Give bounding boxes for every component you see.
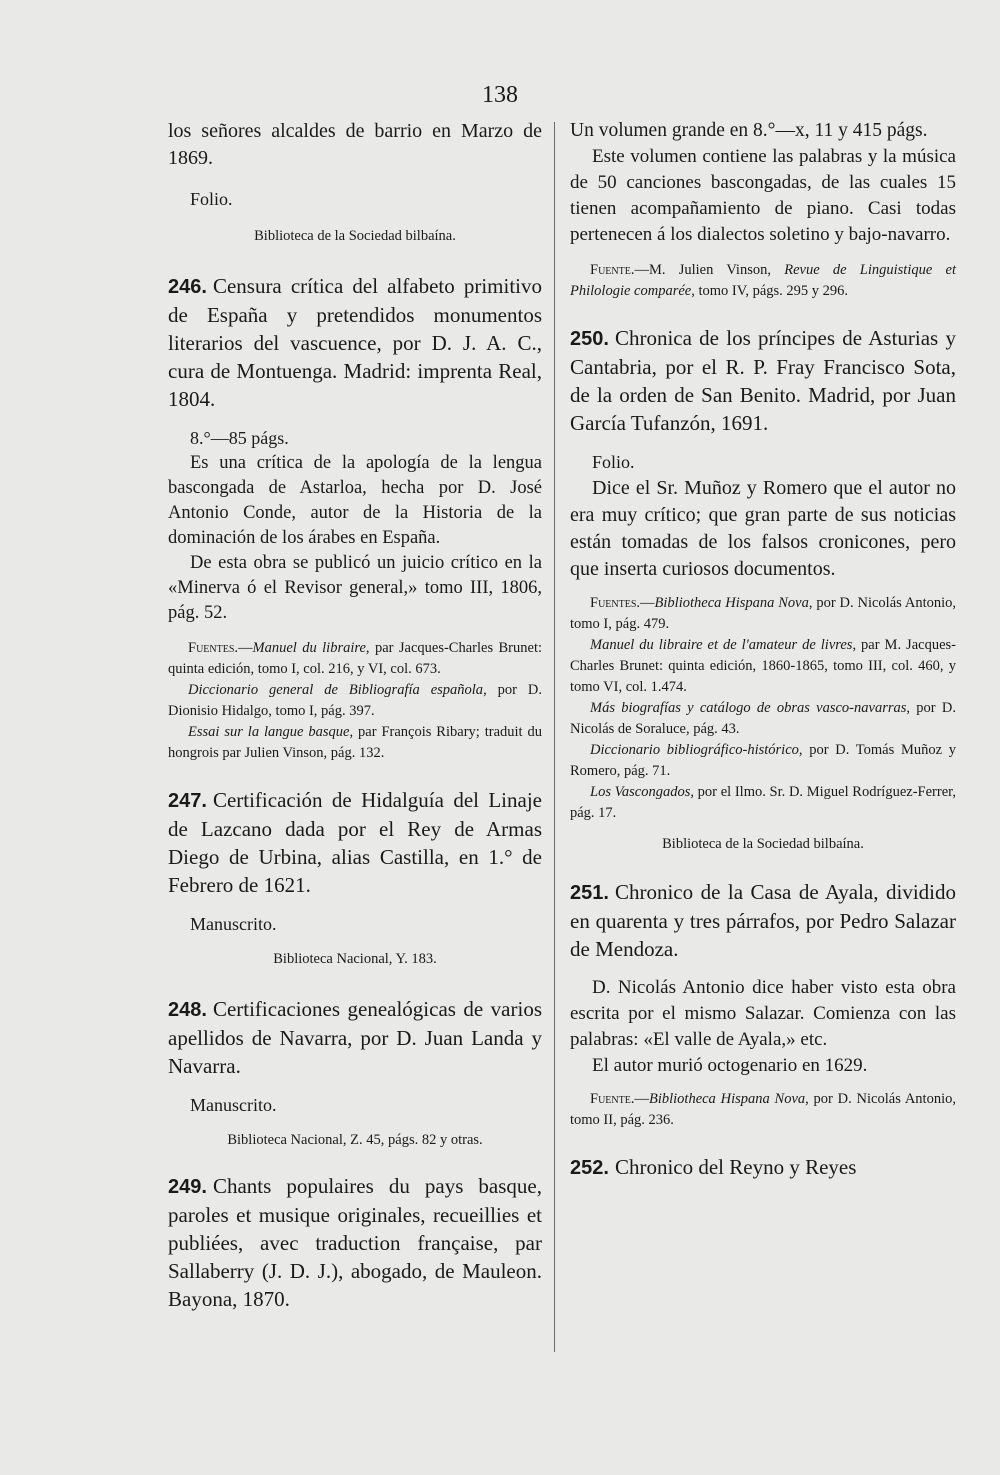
entry-247-heading xyxy=(168,786,542,899)
entry-249-heading xyxy=(168,1172,542,1313)
source-detail: , por D. Dionisio Hidalgo, tomo I, pág. 397. xyxy=(168,682,542,719)
entry-title: Censura crítica del alfabeto primitivo de España y pretendidos monumentos literarios del vascuence, por D. J. A. C., cura de Montuenga. Madrid: imprenta Real, 1804. xyxy=(168,274,542,411)
entry-number: 247. xyxy=(168,790,207,812)
entry-number: 246. xyxy=(168,276,207,298)
source-label: Fuente.— xyxy=(590,262,649,278)
source-title: Diccionario bibliográfico-histórico xyxy=(590,742,799,758)
source-author: M. Julien Vinson, xyxy=(648,262,785,278)
entry-246-format: 8.°—85 págs. xyxy=(190,428,289,448)
source-title: Essai sur la langue basque xyxy=(188,724,350,740)
right-column xyxy=(570,118,956,1182)
entry-251-heading xyxy=(570,878,956,963)
entry-246-source-2 xyxy=(168,680,542,722)
entry-248-format: Manuscrito. xyxy=(190,1095,277,1115)
source-detail: , por D. Nicolás Antonio, tomo I, pág. 479. xyxy=(570,595,957,632)
entry-number: 251. xyxy=(570,882,609,904)
entry-250-heading xyxy=(570,324,956,437)
entry-250-source-1 xyxy=(570,593,956,635)
entry-number: 252. xyxy=(570,1157,609,1179)
entry-246-source-1 xyxy=(168,638,542,680)
source-detail: , par François Ribary; traduit du hongrois par Julien Vinson, pág. 132. xyxy=(168,724,542,761)
intro-library: Biblioteca de la Sociedad bilbaína. xyxy=(254,228,456,244)
entry-248-heading xyxy=(168,995,542,1080)
source-title: Bibliotheca Hispana Nova xyxy=(648,1091,806,1107)
entry-title: Chants populaires du pays basque, paroles et musique originales, recueillies et publiées, avec traduction française, par Sallaberry (J. D. J.), abogado, de Mauleon. Bayona, 1870. xyxy=(168,1174,542,1311)
left-column xyxy=(168,118,542,1313)
entry-246-heading xyxy=(168,272,542,413)
source-label: Fuente.— xyxy=(590,1091,649,1107)
source-detail: , por el Ilmo. Sr. D. Miguel Rodríguez-Ferrer, pág. 17. xyxy=(570,784,956,821)
entry-247-library: Biblioteca Nacional, Y. 183. xyxy=(273,951,437,967)
entry-number: 250. xyxy=(570,328,609,350)
entry-250-source-5 xyxy=(570,782,956,824)
entry-number: 248. xyxy=(168,999,207,1021)
source-detail: , por D. Tomás Muñoz y Romero, pág. 71. xyxy=(570,742,956,779)
entry-250-source-3 xyxy=(570,698,956,740)
entry-252-heading xyxy=(570,1153,956,1182)
source-title: Manuel du libraire xyxy=(252,640,366,656)
entry-title: Certificación de Hidalguía del Linaje de Lazcano dada por el Rey de Armas Diego de Urbina, alias Castilla, en 1.° de Febrero de 1621. xyxy=(168,788,542,897)
source-title: Los Vascongados xyxy=(590,784,691,800)
entry-title: Chronico del Reyno y Reyes xyxy=(614,1155,857,1179)
entry-250-format: Folio. xyxy=(592,452,635,472)
entry-246-source-3 xyxy=(168,722,542,764)
entry-251-description: D. Nicolás Antonio dice haber visto esta obra escrita por el mismo Salazar. Comienza con las palabras: «El valle de Ayala,» etc. xyxy=(570,977,956,1050)
entry-249-description: Este volumen contiene las palabras y la música de 50 canciones bascongadas, de las cuales 15 tienen acompañamiento de piano. Casi todas pertenecen á los dialectos soletino y bajo-navarro. xyxy=(570,146,956,245)
entry-246-description: Es una crítica de la apología de la lengua bascongada de Astarloa, hecha por D. José Antonio Conde, autor de la Historia de la dominación de los árabes en España. xyxy=(168,453,542,548)
entry-248-library: Biblioteca Nacional, Z. 45, págs. 82 y otras. xyxy=(227,1132,483,1148)
source-detail: , tomo IV, págs. 295 y 296. xyxy=(691,283,849,299)
source-detail: , por D. Nicolás de Soraluce, pág. 43. xyxy=(570,700,956,737)
source-title: Diccionario general de Bibliografía española xyxy=(188,682,484,698)
entry-title: Chronica de los príncipes de Asturias y Cantabria, por el R. P. Fray Francisco Sota, de la orden de San Benito. Madrid, por Juan García Tufanzón, 1691. xyxy=(570,326,956,435)
entry-246-description-2: De esta obra se publicó un juicio crítico en la «Minerva ó el Revisor general,» tomo III, 1806, pág. 52. xyxy=(168,553,542,623)
entry-251-source xyxy=(570,1089,956,1131)
entry-249-source xyxy=(570,260,956,302)
source-title: Más biografías y catálogo de obras vasco-navarras xyxy=(590,700,907,716)
column-divider xyxy=(554,122,555,1352)
entry-250-description: Dice el Sr. Muñoz y Romero que el autor no era muy crítico; que gran parte de sus noticias están tomadas de los falsos cronicones, pero que inserta curiosos documentos. xyxy=(570,477,956,580)
entry-title: Certificaciones genealógicas de varios apellidos de Navarra, por D. Juan Landa y Navarra. xyxy=(168,997,542,1078)
page-number: 138 xyxy=(482,82,518,108)
entry-247-format: Manuscrito. xyxy=(190,914,277,934)
intro-format: Folio. xyxy=(190,189,233,209)
source-title: Bibliotheca Hispana Nova xyxy=(654,595,809,611)
source-detail: , par Jacques-Charles Brunet: quinta edición, tomo I, col. 216, y VI, col. 673. xyxy=(168,640,542,677)
source-label: Fuentes.— xyxy=(188,640,253,656)
entry-250-source-4 xyxy=(570,740,956,782)
intro-text: los señores alcaldes de barrio en Marzo de 1869. xyxy=(168,120,542,169)
source-detail: , par M. Jacques-Charles Brunet: quinta edición, 1860-1865, tomo III, col. 460, y tomo VI, col. 1.474. xyxy=(570,637,956,695)
source-title: Manuel du libraire et de l'amateur de livres xyxy=(590,637,853,653)
entry-251-description-2: El autor murió octogenario en 1629. xyxy=(592,1055,868,1076)
entry-249-format: Un volumen grande en 8.°—x, 11 y 415 págs. xyxy=(570,120,928,141)
source-label: Fuentes.— xyxy=(590,595,655,611)
entry-250-source-2 xyxy=(570,635,956,698)
entry-250-library: Biblioteca de la Sociedad bilbaína. xyxy=(662,836,864,852)
source-detail: , por D. Nicolás Antonio, tomo II, pág. 236. xyxy=(570,1091,956,1128)
source-title: Revue de Linguistique et Philologie comparée xyxy=(570,262,956,299)
entry-number: 249. xyxy=(168,1176,207,1198)
entry-title: Chronico de la Casa de Ayala, dividido en quarenta y tres párrafos, por Pedro Salazar de Mendoza. xyxy=(570,880,956,961)
